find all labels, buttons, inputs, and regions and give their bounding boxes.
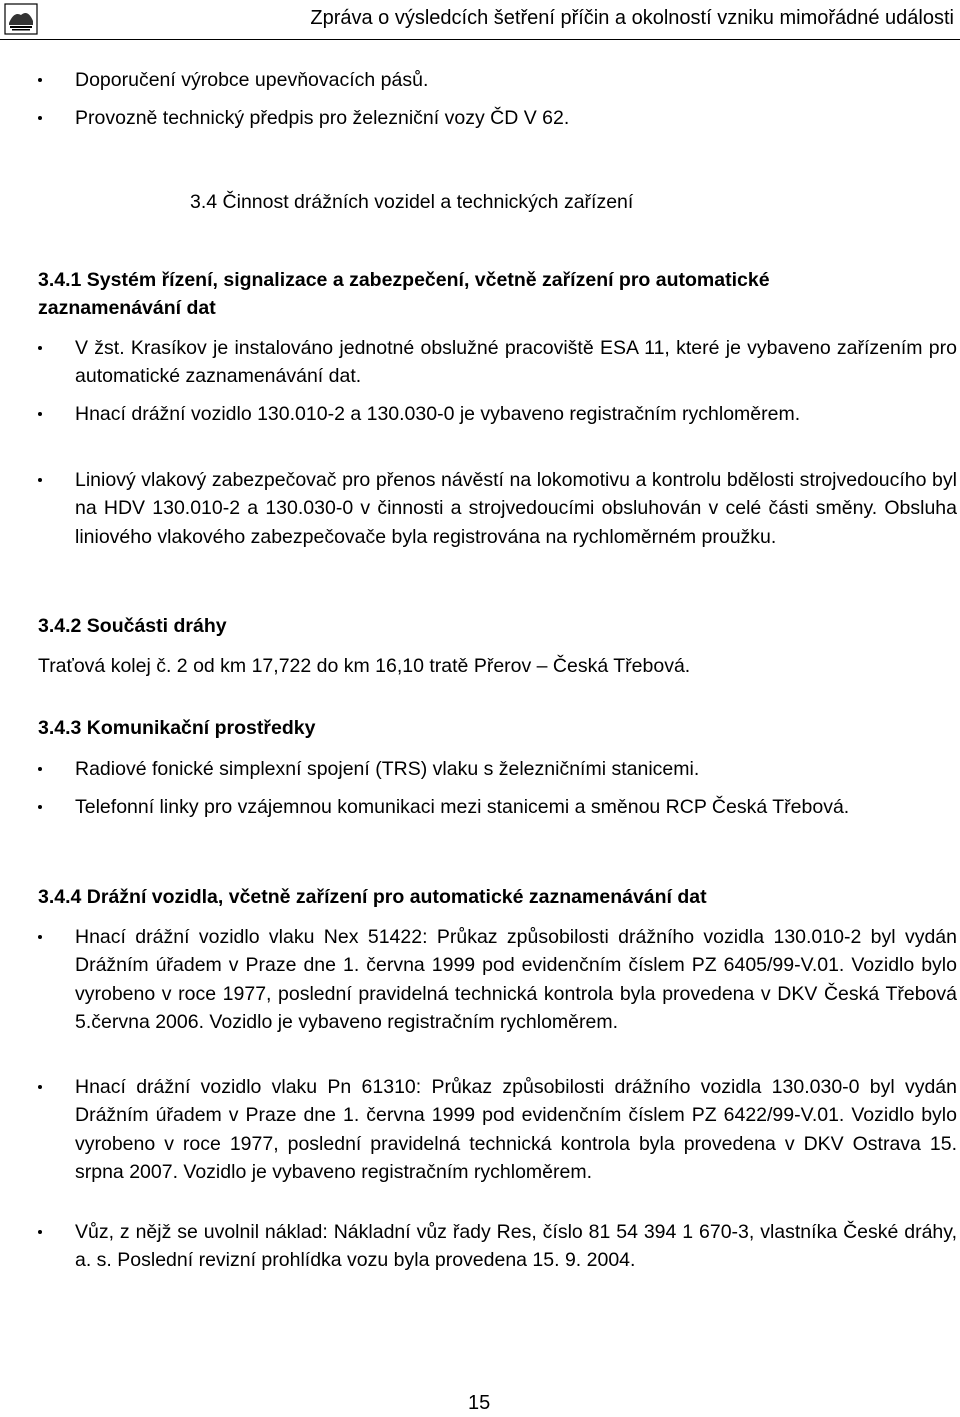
bullet-icon	[38, 478, 42, 482]
track-description: Traťová kolej č. 2 od km 17,722 do km 16,10 tratě Přerov – Česká Třebová.	[38, 655, 691, 677]
section-heading-3-4-4: 3.4.4 Drážní vozidla, včetně zařízení pro automatické zaznamenávání dat	[38, 886, 707, 908]
list-item-text: Hnací drážní vozidlo vlaku Pn 61310: Průkaz způsobilosti drážního vozidla 130.030-0 byl vydán Drážním úřadem v Praze dne 1. června 1999 pod evidenčním číslem PZ 6422/99-V.01. Vozidlo bylo vyrobeno v roce 1977, poslední pravidelná technická kontrola byla provedena v DKV Ostrava 15. srpna 2007. Vozidlo je vybaveno registračním rychloměrem.	[75, 1076, 957, 1183]
header-divider	[0, 39, 960, 40]
bullet-icon	[38, 346, 42, 350]
list-item-text: Telefonní linky pro vzájemnou komunikaci mezi stanicemi a směnou RCP Česká Třebová.	[75, 796, 850, 818]
bullet-icon	[38, 78, 42, 82]
bullet-icon	[38, 767, 42, 771]
bullet-icon	[38, 805, 42, 809]
section-heading-3-4-1: 3.4.1 Systém řízení, signalizace a zabezpečení, včetně zařízení pro automatické zaznamenávání dat	[38, 269, 770, 319]
list-item-text: Hnací drážní vozidlo 130.010-2 a 130.030-0 je vybaveno registračním rychloměrem.	[75, 403, 801, 425]
bullet-icon	[38, 1085, 42, 1089]
document-title: Zpráva o výsledcích šetření příčin a okolností vzniku mimořádné události	[310, 7, 954, 29]
page-number: 15	[468, 1392, 491, 1414]
list-item-text: V žst. Krasíkov je instalováno jednotné obslužné pracoviště ESA 11, které je vybaveno zařízením pro automatické zaznamenávání dat.	[75, 337, 957, 388]
list-item-text: Liniový vlakový zabezpečovač pro přenos návěstí na lokomotivu a kontrolu bdělosti strojvedoucího byl na HDV 130.010-2 a 130.030-0 v činnosti a strojvedoucími obsluhován v celé části směny. Obsluha liniového vlakového zabezpečovače byla registrována na rychloměrném proužku.	[75, 469, 957, 548]
bullet-icon	[38, 116, 42, 120]
list-item-text: Vůz, z nějž se uvolnil náklad: Nákladní vůz řady Res, číslo 81 54 394 1 670-3, vlastníka České dráhy, a. s. Poslední revizní prohlídka vozu byla provedena 15. 9. 2004.	[75, 1221, 957, 1272]
section-heading-3-4-3: 3.4.3 Komunikační prostředky	[38, 717, 316, 739]
list-item-text: Hnací drážní vozidlo vlaku Nex 51422: Průkaz způsobilosti drážního vozidla 130.010-2 byl vydán Drážním úřadem v Praze dne 1. června 1999 pod evidenčním číslem PZ 6405/99-V.01. Vozidlo bylo vyrobeno v roce 1977, poslední pravidelná technická kontrola byla provedena v DKV Česká Třebová 5.června 2006. Vozidlo je vybaveno registračním rychloměrem.	[75, 926, 957, 1033]
section-heading-3-4: 3.4 Činnost drážních vozidel a technických zařízení	[190, 191, 634, 213]
list-item-text: Doporučení výrobce upevňovacích pásů.	[75, 69, 429, 91]
page-header	[0, 0, 960, 40]
bullet-icon	[38, 412, 42, 416]
list-item-text: Radiové fonické simplexní spojení (TRS) vlaku s železničními stanicemi.	[75, 758, 700, 780]
section-heading-3-4-2: 3.4.2 Součásti dráhy	[38, 615, 227, 637]
bullet-icon	[38, 935, 42, 939]
list-item-text: Provozně technický předpis pro železniční vozy ČD V 62.	[75, 107, 570, 129]
drazni-inspekce-logo-icon	[4, 3, 38, 35]
bullet-icon	[38, 1230, 42, 1234]
